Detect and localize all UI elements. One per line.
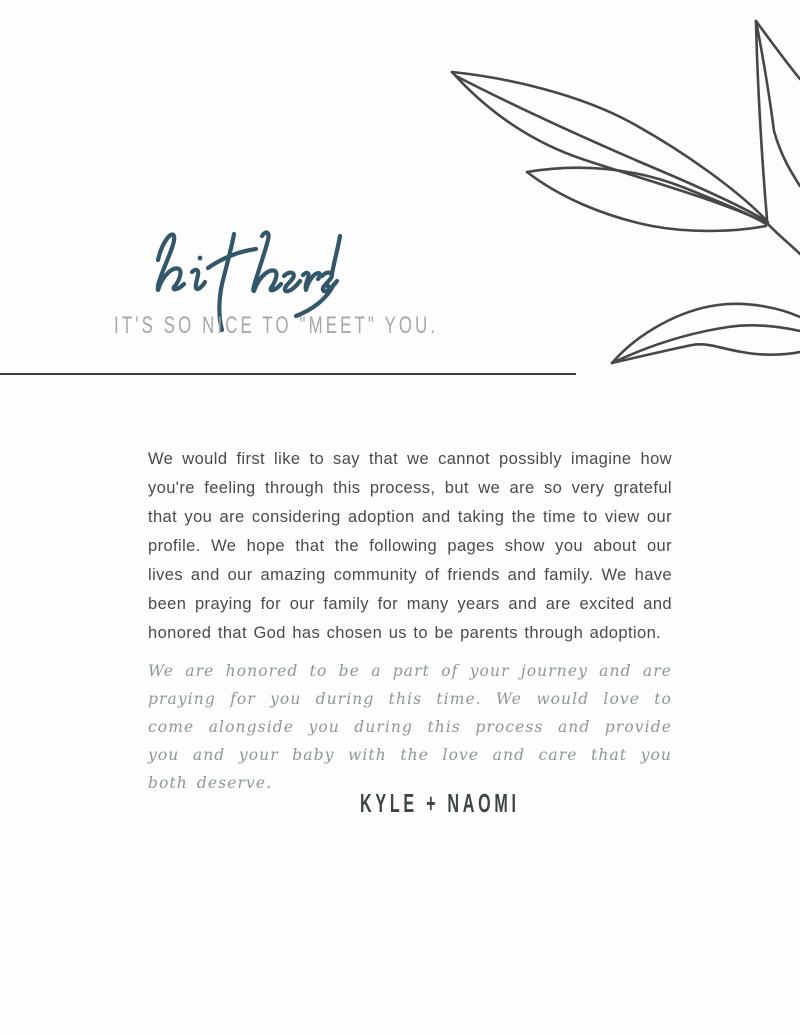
highlight-paragraph: We are honored to be a part of your journey and are praying for you during this time. We would love to come alongside you during this process and provide you and your baby with the love and care that you both deserve. [148,661,672,792]
divider-rule [0,373,576,375]
subtitle: IT'S SO NICE TO "MEET" YOU. [114,312,439,339]
body-paragraph: We would first like to say that we cannot possibly imagine how you're feeling through this process, but we are so very grateful that you are considering adoption and taking the time to view our profile. We hope that the following pages show you about our lives and our amazing community of friends and family. We have been praying for our family for many years and are excited and honored that God has chosen us to be parents through adoption. [148,449,672,642]
signature: KYLE + NAOMI [360,788,520,818]
greeting-text [0,0,1,1]
leaf-illustration [440,0,800,400]
